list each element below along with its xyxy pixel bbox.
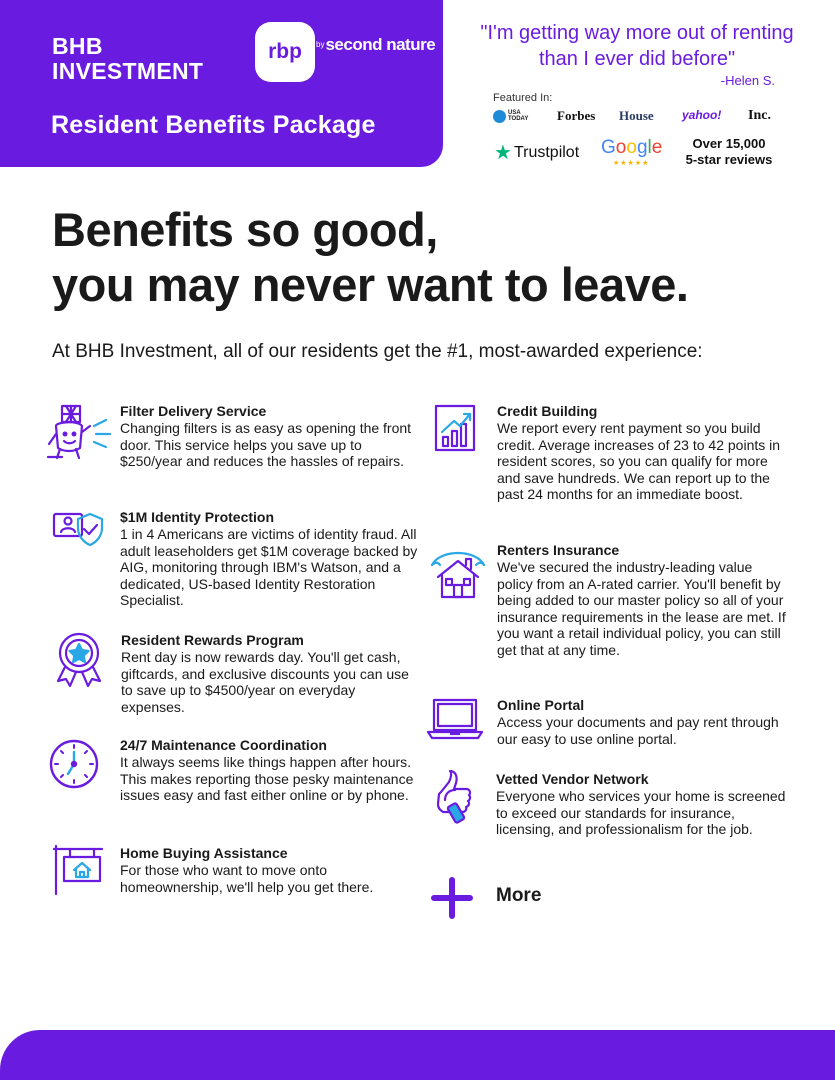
benefit-title: Credit Building xyxy=(497,403,598,419)
home-sign-icon xyxy=(52,844,104,896)
benefit-description: Access your documents and pay rent through our easy to use online portal. xyxy=(497,714,779,747)
second-nature-logo xyxy=(316,35,436,54)
benefit-description: We've secured the industry-leading value policy from an A-rated carrier. You'll benefit by being added to our master policy so all of your insurance requirements in the lease are met. If you want a retail individual policy, you can still get that at any time. xyxy=(497,559,786,658)
award-ribbon-icon xyxy=(53,631,105,689)
partner-by: by xyxy=(316,40,325,49)
more-link[interactable]: More xyxy=(496,885,542,906)
yahoo-logo: yahoo! xyxy=(682,108,722,122)
benefit-title: Online Portal xyxy=(497,697,585,713)
benefit-filter-delivery xyxy=(120,403,420,470)
partner-name: second nature xyxy=(325,35,436,54)
benefit-home-buying xyxy=(120,845,420,895)
plus-icon[interactable] xyxy=(431,877,473,919)
benefit-description: We report every rent payment so you build credit. Average increases of 23 to 42 points in resident scores, so you can qualify for more and save hundreds. We can report up to the past 24 months for an immediate boost. xyxy=(497,420,781,502)
trustpilot-label: Trustpilot xyxy=(513,144,580,161)
filter-delivery-icon xyxy=(46,404,112,460)
benefit-title: Filter Delivery Service xyxy=(120,403,267,419)
inc-logo: Inc. xyxy=(748,108,771,123)
company-name: BHB INVESTMENT xyxy=(52,33,204,84)
testimonial-quote: "I'm getting way more out of renting than I ever did before" xyxy=(480,22,794,70)
identity-shield-icon xyxy=(52,508,104,548)
benefit-maintenance xyxy=(120,737,420,804)
package-title: Resident Benefits Package xyxy=(51,111,376,139)
rbp-logo xyxy=(255,22,315,82)
benefit-title: Home Buying Assistance xyxy=(120,845,288,861)
clock-icon xyxy=(48,738,100,790)
trustpilot-star-icon: ★ xyxy=(494,142,512,164)
testimonial-author: -Helen S. xyxy=(720,73,775,88)
benefit-title: Vetted Vendor Network xyxy=(496,771,649,787)
usa-today-icon xyxy=(493,110,506,123)
footer-bar xyxy=(0,1030,835,1080)
google-logo: Google xyxy=(601,137,663,158)
credit-chart-icon xyxy=(434,404,476,452)
benefit-title: Resident Rewards Program xyxy=(121,632,304,648)
benefit-title: Renters Insurance xyxy=(497,542,620,558)
benefit-title: 24/7 Maintenance Coordination xyxy=(120,737,327,753)
insured-house-icon xyxy=(428,545,488,601)
header-panel xyxy=(0,0,443,167)
house-logo: House xyxy=(619,108,654,123)
benefit-description: 1 in 4 Americans are victims of identity fraud. All adult leaseholders get $1M coverage backed by AIG, monitoring through IBM's Watson, and a dedicated, US-based Identity Restoration Specialist. xyxy=(120,526,418,608)
benefit-online-portal xyxy=(497,697,787,747)
benefit-title: $1M Identity Protection xyxy=(120,509,275,525)
laptop-icon xyxy=(426,698,484,740)
headline: Benefits so good, you may never want to leave. xyxy=(52,203,689,311)
thumbs-up-icon xyxy=(427,770,477,824)
google-stars-icon: ★★★★★ xyxy=(613,160,650,167)
benefit-resident-rewards xyxy=(121,632,421,715)
benefit-description: Changing filters is as easy as opening the front door. This service helps you save up to $250/year and reduces the hassles of repairs. xyxy=(120,420,412,469)
intro-text: At BHB Investment, all of our residents get the #1, most-awarded experience: xyxy=(52,341,703,362)
reviews-count: Over 15,000 5-star reviews xyxy=(685,136,773,167)
rbp-logo-text: rbp xyxy=(268,40,302,63)
usa-today-logo: USA TODAY xyxy=(508,110,529,122)
benefit-description: For those who want to move onto homeownership, we'll help you get there. xyxy=(120,862,374,895)
benefit-description: It always seems like things happen after hours. This makes reporting those pesky maintenance issues easy and fast either online or by phone. xyxy=(120,754,414,803)
forbes-logo: Forbes xyxy=(557,108,596,123)
benefit-identity-protection xyxy=(120,509,420,609)
benefit-description: Everyone who services your home is screened to exceed our standards for insurance, licensing, and professionalism for the job. xyxy=(496,788,786,837)
trustpilot-logo xyxy=(494,140,579,165)
benefit-renters-insurance xyxy=(497,542,787,658)
featured-in-label: Featured In: xyxy=(493,92,553,104)
benefit-vetted-vendors xyxy=(496,771,791,838)
benefit-description: Rent day is now rewards day. You'll get cash, giftcards, and exclusive discounts you can use to save up to $4500/year on everyday expenses. xyxy=(121,649,409,715)
benefit-credit-building xyxy=(497,403,787,503)
